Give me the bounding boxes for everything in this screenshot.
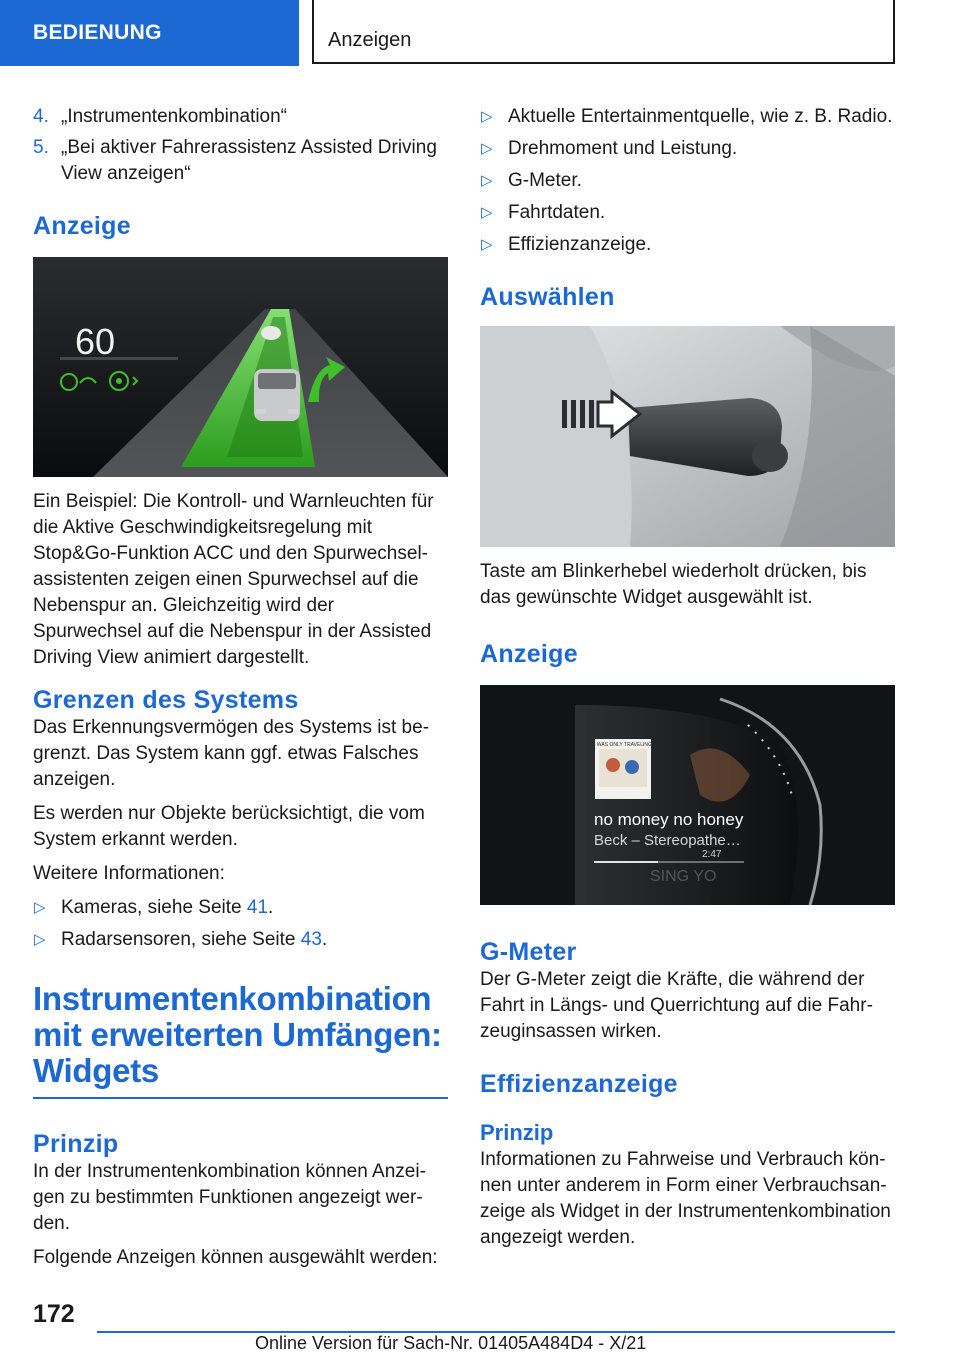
anzeige-heading: Anzeige	[33, 212, 131, 240]
gmeter-paragraph: Der G-Meter zeigt die Kräfte, die während der Fahrt in Längs- und Querrichtung auf die Fahrzeuginsassen wirken.	[480, 969, 873, 1042]
list-text: Drehmoment und Leistung.	[508, 138, 738, 159]
list-item	[33, 895, 448, 921]
entertainment-widget-graphic	[480, 685, 895, 905]
auswaehlen-heading: Auswählen	[480, 283, 615, 311]
effizienz-prinzip-heading: Prinzip	[480, 1120, 554, 1145]
section-title-rule	[33, 1097, 448, 1099]
lever-illustration	[480, 326, 895, 547]
triangle-bullet-icon: ▷	[481, 172, 493, 189]
page-header	[0, 0, 960, 66]
footer-version-text: Online Version für Sach-Nr. 01405A484D4 - X/21	[255, 1333, 647, 1353]
list-item	[480, 104, 895, 130]
triangle-bullet-icon: ▷	[481, 108, 493, 125]
auswaehlen-paragraph: Taste am Blinkerhebel wiederholt drücken, bis das gewünschte Widget ausgewählt ist.	[480, 561, 867, 608]
effizienz-paragraph: Informationen zu Fahrweise und Verbrauch können unter anderem in Form einer Verbrauchsanzeige als Widget in der Instrumentenkombination angezeigt werden.	[480, 1149, 891, 1248]
anzeige-heading-right: Anzeige	[480, 640, 578, 668]
gmeter-heading: G-Meter	[480, 938, 577, 966]
reference-suffix: .	[321, 929, 328, 950]
numbered-list	[33, 104, 448, 187]
speed-readout: 60	[75, 321, 116, 362]
prinzip-paragraph-2: Folgende Anzeigen können ausgewählt werden:	[33, 1247, 438, 1268]
track-artist: Beck – Stereopathe…	[594, 832, 741, 849]
list-text: „Bei aktiver Fahrerassistenz Assisted Driving View anzeigen“	[61, 137, 437, 184]
assisted-driving-graphic	[33, 257, 448, 477]
list-number: 5.	[33, 137, 49, 158]
assisted-driving-view-image	[33, 257, 448, 477]
list-text: „Instrumentenkombination“	[61, 106, 287, 127]
triangle-bullet-icon: ▷	[481, 204, 493, 221]
list-item	[480, 232, 895, 258]
triangle-bullet-icon: ▷	[481, 140, 493, 157]
widget-options-list	[480, 104, 895, 258]
section-title-block	[33, 981, 448, 1099]
playback-progress-bar	[594, 861, 658, 863]
page-link-43[interactable]: 43	[300, 929, 322, 950]
triangle-bullet-icon: ▷	[481, 236, 493, 253]
left-column	[33, 104, 448, 1279]
section-title: Instrumentenkombination mit erweiterten Umfängen: Widgets	[33, 980, 442, 1089]
grenzen-paragraph-3: Weitere Informationen:	[33, 863, 225, 884]
list-text: G-Meter.	[508, 170, 582, 191]
album-art-caption: I WAS ONLY TRAVELING	[594, 742, 652, 748]
reference-text: Radarsensoren, siehe Seite	[61, 929, 301, 950]
list-item	[33, 135, 448, 187]
triangle-bullet-icon: ▷	[34, 931, 46, 948]
grenzen-heading: Grenzen des Systems	[33, 686, 299, 714]
list-item	[480, 136, 895, 162]
entertainment-widget-image	[480, 685, 895, 905]
page-number: 172	[33, 1300, 75, 1328]
prinzip-heading: Prinzip	[33, 1130, 119, 1158]
list-item	[33, 104, 448, 130]
reference-list	[33, 895, 448, 953]
anzeige-paragraph: Ein Beispiel: Die Kontroll- und Warnleuchten für die Aktive Geschwindigkeitsregelung mit Stop&Go-Funktion ACC und den Spurwechselassistenten zeigen einen Spurwechsel auf die Nebenspur an. Gleichzeitig wird der Spurwechsel auf die Nebenspur in der Assisted Driving View animiert dargestellt.	[33, 491, 434, 668]
track-title: no money no honey	[594, 810, 744, 829]
track-time: 2:47	[702, 849, 722, 860]
list-number: 4.	[33, 106, 49, 127]
list-text: Fahrtdaten.	[508, 202, 606, 223]
list-item	[480, 200, 895, 226]
reference-suffix: .	[268, 897, 274, 918]
section-tab: BEDIENUNG	[0, 0, 299, 66]
grenzen-paragraph-2: Es werden nur Objekte berücksichtigt, die vom System erkannt werden.	[33, 803, 425, 850]
right-column	[480, 104, 895, 1259]
page-link-41[interactable]: 41	[246, 897, 269, 918]
turn-signal-lever-image	[480, 326, 895, 547]
background-lyric-text: SING YO	[650, 868, 717, 885]
reference-text: Kameras, siehe Seite	[61, 897, 247, 918]
list-text: Aktuelle Entertainmentquelle, wie z. B. Radio.	[508, 106, 893, 127]
list-text: Effizienzanzeige.	[508, 234, 652, 255]
effizienz-heading: Effizienzanzeige	[480, 1070, 678, 1098]
list-item	[480, 168, 895, 194]
chapter-title: Anzeigen	[312, 0, 895, 64]
list-item	[33, 927, 448, 953]
grenzen-paragraph-1: Das Erkennungsvermögen des Systems ist begrenzt. Das System kann ggf. etwas Falsches anzeigen.	[33, 717, 430, 790]
prinzip-paragraph-1: In der Instrumentenkombination können Anzeigen zu bestimmten Funktionen angezeigt werden.	[33, 1161, 426, 1234]
triangle-bullet-icon: ▷	[34, 899, 46, 916]
